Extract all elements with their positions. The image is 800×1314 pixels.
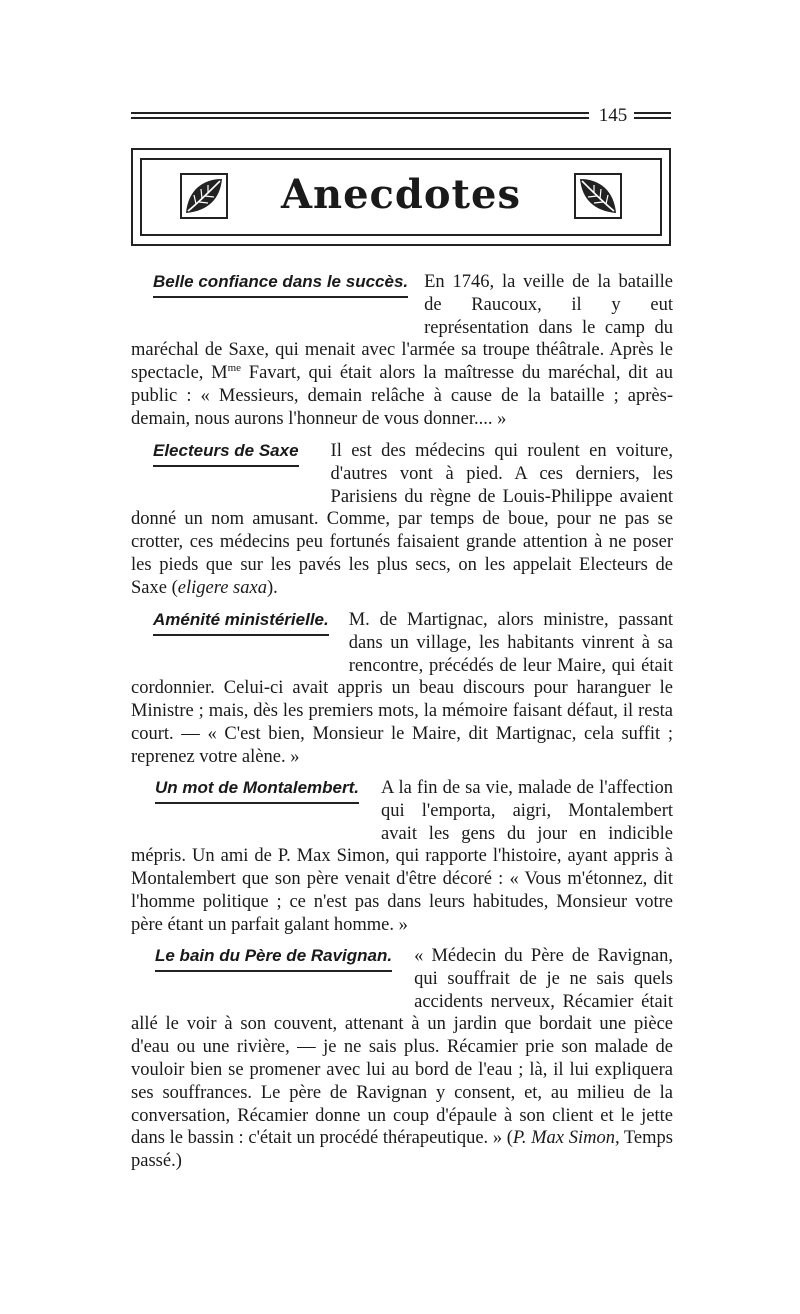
page-number-rule-right	[634, 112, 671, 119]
anecdote-heading: Belle confiance dans le succès.	[153, 271, 408, 298]
anecdote-entry	[131, 945, 673, 1173]
anecdote-heading: Aménité ministérielle.	[153, 609, 329, 636]
anecdote-text: M. de Martignac, alors ministre, passant dans un village, les habitants vinrent à sa rencontre, précédés de leur Maire, qui était cordonnier. Celui-ci avait appris un beau discours pour haranguer le Ministre ; mais, dès les premiers mots, la mémoire faisant défaut, il resta court. — « C'est bien, Monsieur le Maire, dit Martignac, cela suffit ; reprenez votre alène. »	[131, 610, 673, 767]
anecdote-text: A la fin de sa vie, malade de l'affection qui l'emporta, aigri, Montalembert avait les gens du jour en indicible mépris. Un ami de P. Max Simon, qui rapporte l'histoire, ayant appris à Montalembert que son père venait d'être décoré : « Vous m'étonnez, dit l'homme politique ; ce n'est pas dans leurs habitudes, Monsieur votre père étant un parfait galant homme. »	[131, 778, 673, 935]
anecdote-entry	[131, 609, 673, 769]
page-number: 145	[598, 105, 628, 126]
leaf-ornament-icon	[574, 173, 622, 219]
anecdote-text: « Médecin du Père de Ravignan, qui souffrait de je ne sais quels accidents nerveux, Récamier était allé le voir à son couvent, attenant à un jardin que bordait une pièce d'eau ou une rivière, — je ne sais plus. Récamier prie son malade de vouloir bien se promener avec lui au bord de l'eau ; là, il lui expliquera ses souffrances. Le père de Ravignan y consent, et, au milieu de la conversation, Récamier donne un coup d'épaule à son client et le jette dans le bassin : c'était un procédé thérapeutique. » (P. Max Simon, Temps passé.)	[131, 946, 673, 1172]
anecdote-text: Il est des médecins qui roulent en voiture, d'autres vont à pied. A ces derniers, les Parisiens du règne de Louis-Philippe avaient donné un nom amusant. Comme, par temps de boue, pour ne pas se crotter, ces médecins peu fortunés faisaient grande attention à ne poser les pieds que sur les pavés les plus secs, on les appelait Electeurs de Saxe (eligere saxa).	[131, 441, 673, 598]
page-number-rule-left	[131, 112, 589, 119]
anecdote-heading: Le bain du Père de Ravignan.	[155, 945, 392, 972]
anecdote-text: En 1746, la veille de la bataille de Raucoux, il y eut représentation dans le camp du maréchal de Saxe, qui menait avec l'armée sa troupe théâtrale. Après le spectacle, $M^{me}$ Favart, qui était alors la maîtresse du maréchal, dit au public : « Messieurs, demain relâche à cause de la bataille ; après-demain, nous aurons l'honneur de vous donner.... »	[131, 272, 673, 429]
anecdote-entry	[131, 777, 673, 937]
anecdote-entry	[131, 440, 673, 600]
anecdote-entry	[131, 271, 673, 431]
chapter-header	[131, 148, 671, 246]
anecdote-heading: Electeurs de Saxe	[153, 440, 299, 467]
chapter-header-inner-frame	[140, 158, 662, 236]
anecdote-heading: Un mot de Montalembert.	[155, 777, 359, 804]
page-number-row	[131, 104, 671, 130]
chapter-title: Anecdotes	[280, 171, 521, 218]
